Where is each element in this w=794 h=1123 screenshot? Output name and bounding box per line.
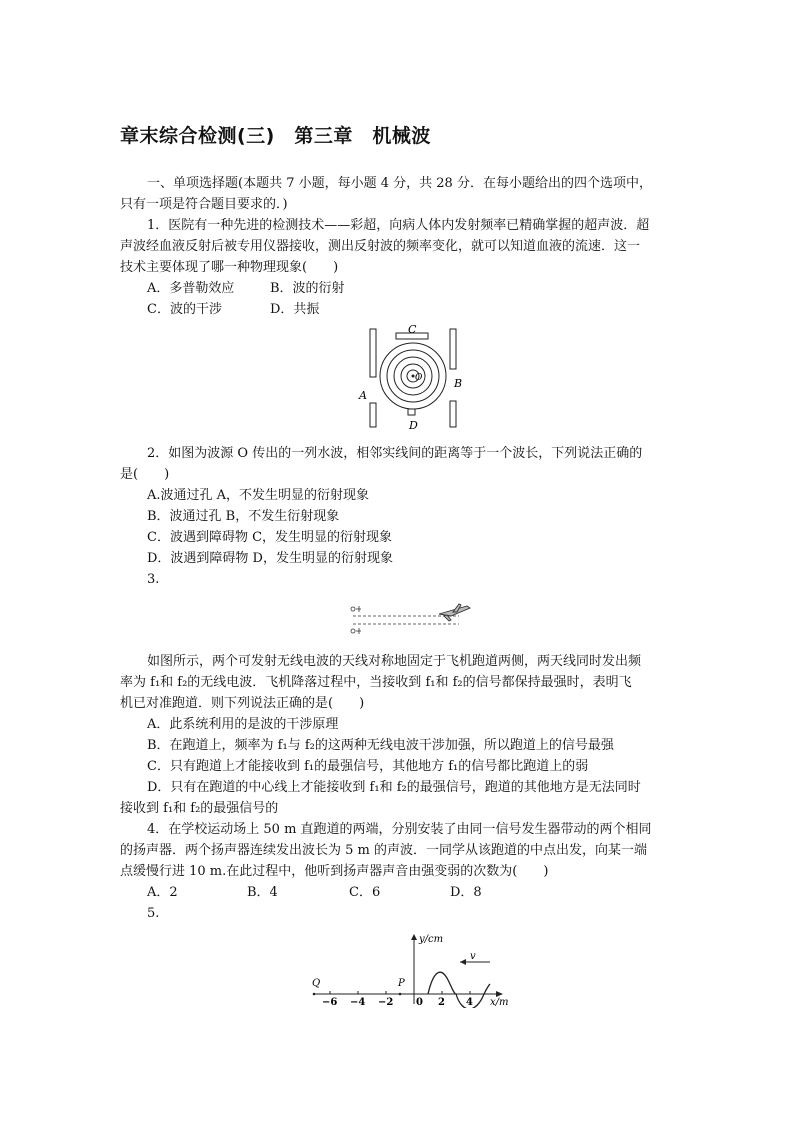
tick-label: 2	[438, 997, 445, 1008]
q4-stem-line-1: 4．在学校运动场上 50 m 直跑道的两端，分别安装了由同一信号发生器带动的两个相同	[147, 822, 652, 837]
label-o: O	[415, 373, 423, 383]
q4-stem-line-2: 的扬声器．两个扬声器连续发出波长为 5 m 的声波．一同学从该跑道的中点出发，向某一端	[120, 843, 647, 858]
point-p	[399, 993, 402, 996]
q3-stem-line-2: 率为 f₁和 f₂的无线电波．飞机降落过程中，当接收到 f₁和 f₂的信号都保持最强时，表明飞	[120, 675, 632, 690]
section-instruction-line-2: 只有一项是符合题目要求的．)	[120, 197, 288, 212]
q4-option-a: A．2	[147, 885, 178, 900]
transverse-wave-graph	[310, 928, 516, 1008]
q3-option-d-line-1: D．只有在跑道的中心线上才能接收到 f₁和 f₂的最强信号，跑道的其他地方是无法同时	[147, 780, 641, 795]
q4-option-c: C．6	[349, 885, 381, 900]
obstacle-d	[408, 409, 415, 415]
x-axis-label: x/m	[490, 997, 509, 1008]
left-barrier-bottom	[370, 403, 376, 427]
q4-stem-line-3: 点缓慢行进 10 m.在此过程中，他听到扬声器声音由强变弱的次数为( )	[120, 864, 549, 879]
q1-option-d: D．共振	[270, 302, 320, 317]
q2-stem-line-2: 是( )	[120, 467, 170, 482]
q5-number: 5.	[147, 906, 160, 921]
tick-label: 0	[416, 997, 423, 1008]
page-title: 章末综合检测(三) 第三章 机械波	[120, 125, 431, 147]
antenna-bottom-icon	[351, 628, 361, 634]
q3-option-b: B．在跑道上，频率为 f₁与 f₂的这两种无线电波干涉加强，所以跑道上的信号最强	[147, 738, 614, 753]
velocity-arrowhead	[460, 959, 466, 965]
q1-option-c: C．波的干涉	[147, 302, 222, 317]
label-q: Q	[312, 978, 321, 989]
section-instruction-line-1: 一、单项选择题(本题共 7 小题，每小题 4 分，共 28 分．在每小题给出的四个选项中，	[147, 176, 652, 191]
tick-label: 4	[466, 997, 473, 1008]
tick-label: −4	[350, 997, 366, 1008]
point-q	[313, 993, 316, 996]
antenna-top-icon	[351, 606, 361, 612]
q3-stem-line-3: 机已对准跑道．则下列说法正确的是( )	[120, 696, 365, 711]
right-barrier-top	[450, 329, 456, 369]
q1-option-a: A．多普勒效应	[147, 281, 235, 296]
q2-stem-line-1: 2．如图为波源 O 传出的一列水波，相邻实线间的距离等于一个波长，下列说法正确的	[147, 446, 643, 461]
q4-option-b: B．4	[247, 885, 278, 900]
q4-option-d: D．8	[450, 885, 482, 900]
q1-option-b: B．波的衍射	[270, 281, 345, 296]
left-barrier-top	[370, 329, 376, 377]
label-p: P	[398, 978, 405, 989]
q3-option-c: C．只有跑道上才能接收到 f₁的最强信号，其他地方 f₁的信号都比跑道上的弱	[147, 759, 589, 774]
water-wave-diagram	[356, 323, 468, 435]
q2-option-d: D．波遇到障碍物 D，发生明显的衍射现象	[147, 551, 393, 566]
q3-option-d-line-2: 接收到 f₁和 f₂的最强信号的	[120, 801, 279, 816]
airplane-icon	[439, 604, 470, 621]
label-a: A	[359, 389, 367, 402]
y-axis-label: y/cm	[419, 934, 444, 945]
q3-option-a: A．此系统利用的是波的干涉原理	[147, 717, 339, 732]
q1-stem-line-2: 声波经血液反射后被专用仪器接收，测出反射波的频率变化，就可以知道血液的流速．这一	[120, 239, 641, 254]
right-barrier-bottom	[450, 401, 456, 427]
velocity-label: v	[470, 951, 476, 962]
q2-option-a: A.波通过孔 A，不发生明显的衍射现象	[147, 488, 370, 503]
q3-number: 3.	[147, 572, 160, 587]
label-d: D	[409, 419, 418, 432]
q3-stem-line-1: 如图所示，两个可发射无线电波的天线对称地固定于飞机跑道两侧，两天线同时发出频	[147, 654, 642, 669]
q1-stem-line-3: 技术主要体现了哪一种物理现象( )	[120, 260, 339, 275]
q1-stem-line-1: 1．医院有一种先进的检测技术——彩超，向病人体内发射频率已精确掌握的超声波．超	[147, 218, 650, 233]
q2-option-c: C．波遇到障碍物 C，发生明显的衍射现象	[147, 530, 393, 545]
tick-label: −2	[378, 997, 394, 1008]
label-b: B	[454, 377, 463, 390]
q2-option-b: B．波通过孔 B，不发生衍射现象	[147, 509, 340, 524]
tick-label: −6	[322, 997, 338, 1008]
runway-antenna-diagram	[347, 600, 475, 640]
label-c: C	[408, 323, 417, 336]
y-axis-arrow	[411, 934, 417, 940]
